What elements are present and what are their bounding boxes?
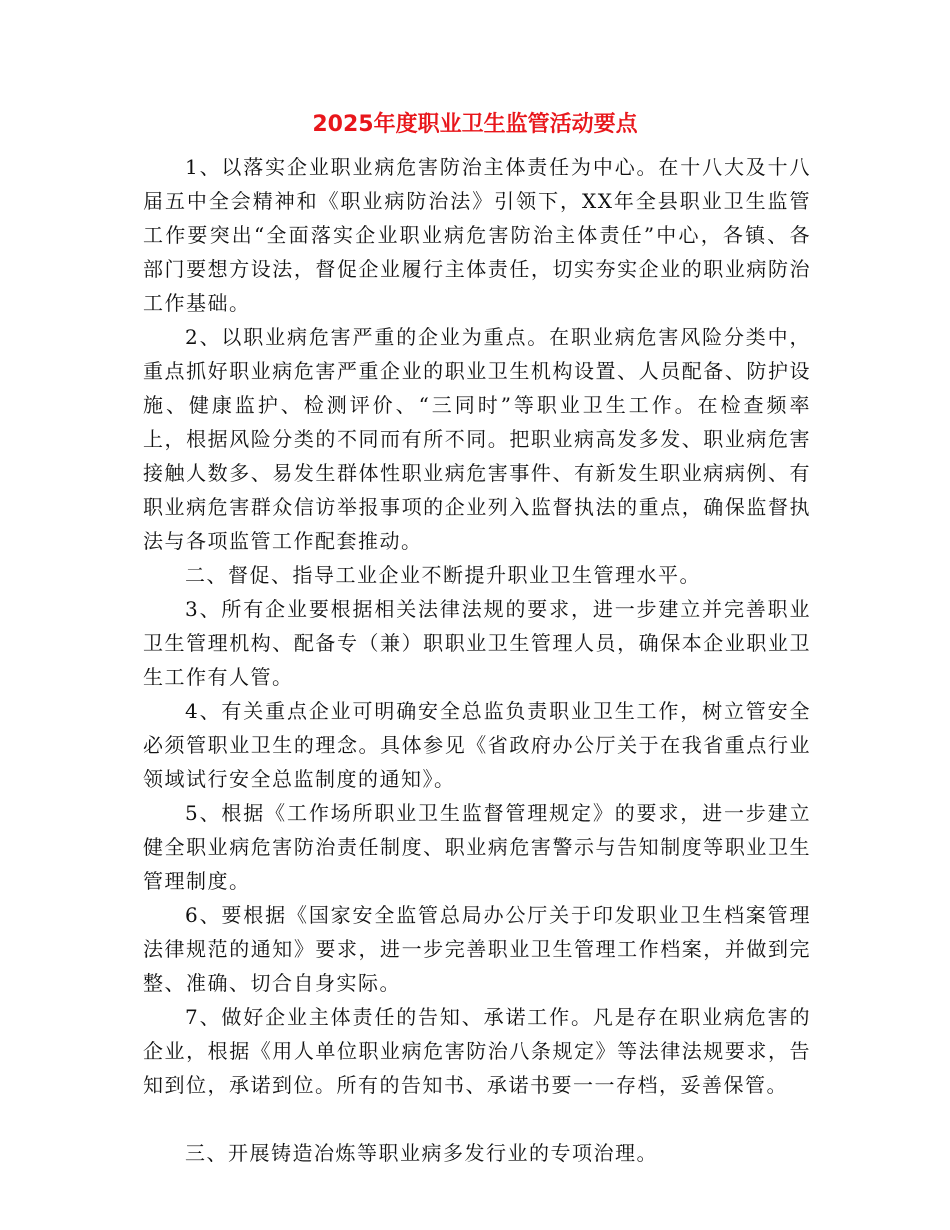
section-heading-3: 三、开展铸造冶炼等职业病多发行业的专项治理。: [185, 1141, 658, 1165]
paragraph-item-7: 7、做好企业主体责任的告知、承诺工作。凡是存在职业病危害的企业，根据《用人单位职业病危害防治八条规定》等法律法规要求，告知到位，承诺到位。所有的告知书、承诺书要一一存档，妥善保管。: [143, 1005, 811, 1097]
document-body: [143, 150, 811, 1170]
paragraph-item-5: 5、根据《工作场所职业卫生监督管理规定》的要求，进一步建立健全职业病危害防治责任制度、职业病危害警示与告知制度等职业卫生管理制度。: [143, 801, 811, 893]
paragraph-item-1: 1、以落实企业职业病危害防治主体责任为中心。在十八大及十八届五中全会精神和《职业病防治法》引领下，XX年全县职业卫生监管工作要突出“全面落实企业职业病危害防治主体责任”中心，各镇、各部门要想方设法，督促企业履行主体责任，切实夯实企业的职业病防治工作基础。: [143, 155, 811, 315]
section-heading-2: 二、督促、指导工业企业不断提升职业卫生管理水平。: [185, 563, 701, 587]
document-title: 2025年度职业卫生监管活动要点: [312, 112, 638, 137]
paragraph-item-4: 4、有关重点企业可明确安全总监负责职业卫生工作，树立管安全必须管职业卫生的理念。具体参见《省政府办公厅关于在我省重点行业领域试行安全总监制度的通知》。: [143, 699, 811, 791]
paragraph-item-6: 6、要根据《国家安全监管总局办公厅关于印发职业卫生档案管理法律规范的通知》要求，进一步完善职业卫生管理工作档案，并做到完整、准确、切合自身实际。: [143, 903, 811, 995]
paragraph-item-2: 2、以职业病危害严重的企业为重点。在职业病危害风险分类中，重点抓好职业病危害严重企业的职业卫生机构设置、人员配备、防护设施、健康监护、检测评价、“三同时”等职业卫生工作。在检查频率上，根据风险分类的不同而有所不同。把职业病高发多发、职业病危害接触人数多、易发生群体性职业病危害事件、有新发生职业病病例、有职业病危害群众信访举报事项的企业列入监督执法的重点，确保监督执法与各项监管工作配套推动。: [143, 325, 811, 553]
paragraph-item-3: 3、所有企业要根据相关法律法规的要求，进一步建立并完善职业卫生管理机构、配备专（兼）职职业卫生管理人员，确保本企业职业卫生工作有人管。: [143, 597, 811, 689]
